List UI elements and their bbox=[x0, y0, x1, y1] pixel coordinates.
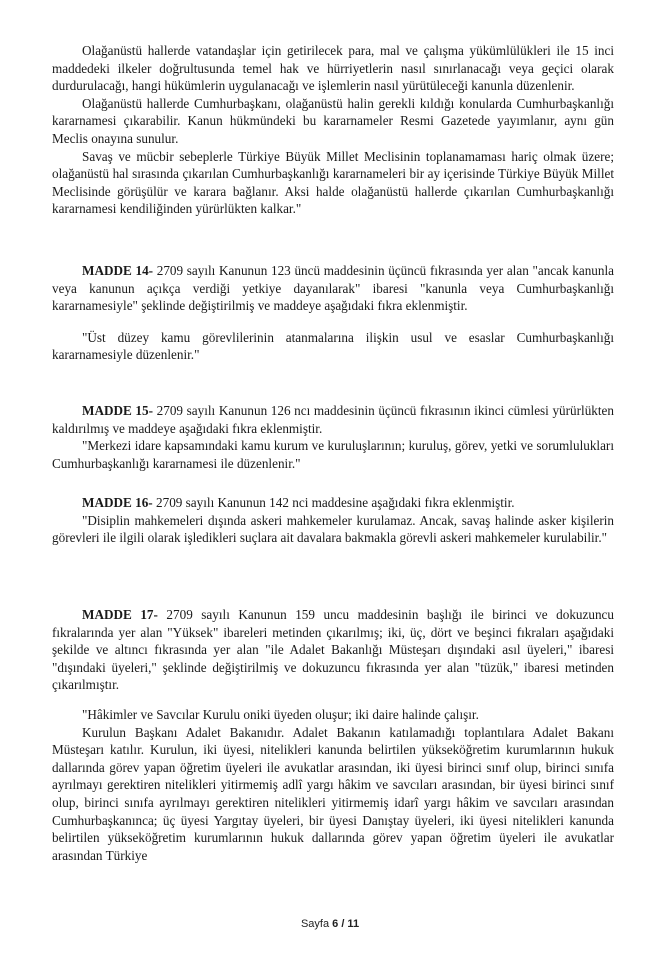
article-label: MADDE 16- bbox=[82, 495, 153, 510]
quote-paragraph: Olağanüstü hallerde vatandaşlar için getirilecek para, mal ve çalışma yükümlülükleri ile 15 inci maddedeki ilkeler doğrultusunda temel hak ve hürriyetlerin nasıl sınırlanacağı veya geçici olarak durdurulacağı, hangi hükümlerin uygulanacağı ve işlemlerin nasıl yürütüleceği kanunla düzenlenir. bbox=[52, 43, 614, 94]
article-paragraph bbox=[52, 606, 614, 694]
page-footer bbox=[0, 916, 660, 934]
article-17 bbox=[52, 606, 614, 864]
article-14 bbox=[52, 262, 614, 364]
article-text: 2709 sayılı Kanunun 159 uncu maddesinin başlığı ile birinci ve dokuzuncu fıkralarında yer alan "Yüksek" ibareleri metinden çıkarılmış; iki, üç, dört ve beşinci fıkraları aşağıdaki şekilde ve altıncı fıkrasında yer alan "ile Adalet Bakanlığı Müsteşarı dışındaki asıl üyeleri," ibaresi "dışındaki üyeleri," şeklinde değiştirilmiş ve dokuzuncu fıkrasında yer alan "tüzük," ibaresi metinden çıkarılmıştır. bbox=[52, 607, 614, 693]
article-15 bbox=[52, 402, 614, 472]
quote-paragraph: Olağanüstü hallerde Cumhurbaşkanı, olağanüstü halin gerekli kıldığı konularda Cumhurbaşkanlığı kararnamesi çıkarabilir. Kanun hükmündeki bu kararnameler Resmi Gazetede yayımlanır, aynı gün Meclis onayına sunulur. bbox=[52, 95, 614, 146]
article-label: MADDE 14- bbox=[82, 263, 154, 278]
article-text: 2709 sayılı Kanunun 126 ncı maddesinin üçüncü fıkrasının ikinci cümlesi yürürlükten kaldırılmış ve maddeye aşağıdaki fıkra eklenmiştir. bbox=[52, 403, 614, 436]
page-footer-label: Sayfa bbox=[300, 918, 330, 930]
quoted-text-block bbox=[52, 42, 614, 218]
article-paragraph bbox=[52, 262, 614, 315]
page-number: 6 / 11 bbox=[332, 918, 360, 930]
article-paragraph bbox=[52, 402, 614, 437]
article-label: MADDE 15- bbox=[82, 403, 154, 418]
article-quote: "Merkezi idare kapsamındaki kamu kurum ve kuruluşlarının; kuruluş, görev, yetki ve sorumlulukları Cumhurbaşkanlığı kararnamesi ile düzenlenir." bbox=[52, 438, 614, 471]
article-text: 2709 sayılı Kanunun 123 üncü maddesinin üçüncü fıkrasında yer alan "ancak kanunla veya kanunun açıkça verdiği yetkiye dayanılarak" ibaresi "kanunla veya Cumhurbaşkanlığı kararnamesiyle" şeklinde değiştirilmiş ve maddeye aşağıdaki fıkra eklenmiştir. bbox=[52, 263, 614, 314]
article-quote: "Disiplin mahkemeleri dışında askeri mahkemeler kurulamaz. Ancak, savaş halinde asker kişilerin görevleri ile ilgili olarak işledikleri suçlara ait davalara bakmakla görevli askeri mahkemeler kurulabilir." bbox=[52, 512, 614, 546]
article-label: MADDE 17- bbox=[82, 607, 158, 622]
article-quote: "Üst düzey kamu görevlilerinin atanmalarına ilişkin usul ve esaslar Cumhurbaşkanlığı kararnamesiyle düzenlenir." bbox=[52, 329, 614, 363]
article-text: 2709 sayılı Kanunun 142 nci maddesine aşağıdaki fıkra eklenmiştir. bbox=[152, 495, 515, 510]
quote-paragraph: Savaş ve mücbir sebeplerle Türkiye Büyük Millet Meclisinin toplanamaması hariç olmak üzere; olağanüstü hal sırasında çıkarılan Cumhurbaşkanlığı kararnameleri bir ay içerisinde Türkiye Büyük Millet Meclisinde görüşülür ve karara bağlanır. Aksi halde olağanüstü hallerde çıkarılan Cumhurbaşkanlığı kararnamesi kendiliğinden yürürlükten kalkar." bbox=[52, 148, 614, 217]
article-quote: "Hâkimler ve Savcılar Kurulu oniki üyeden oluşur; iki daire halinde çalışır. bbox=[82, 706, 479, 722]
article-paragraph-continued: Kurulun Başkanı Adalet Bakanıdır. Adalet Bakanın katılamadığı toplantılara Adalet Bakanı Müsteşarı katılır. Kurulun, iki üyesi, nitelikleri kanunda belirtilen yükseköğretim kurumlarının hukuk dallarında görev yapan öğretim üyeleri ile avukatlar arasından, iki üyesi birinci sınıf olup, birinci sınıfa ayrılmayı gerektiren nitelikleri yitirmemiş adlî yargı hâkim ve savcıları arasından, bir üyesi birinci sınıf olup, birinci sınıfa ayrılmayı gerektiren nitelikleri yitirmemiş idarî yargı hâkim ve savcıları arasından Cumhurbaşkanınca; üç üyesi Yargıtay üyeleri, bir üyesi Danıştay üyeleri, iki üyesi nitelikleri kanunda belirtilen yükseköğretim kurumlarının hukuk dallarında görev yapan öğretim üyeleri ile avukatlar arasından Türkiye bbox=[52, 724, 614, 863]
article-paragraph bbox=[52, 494, 614, 512]
article-16 bbox=[52, 494, 614, 547]
